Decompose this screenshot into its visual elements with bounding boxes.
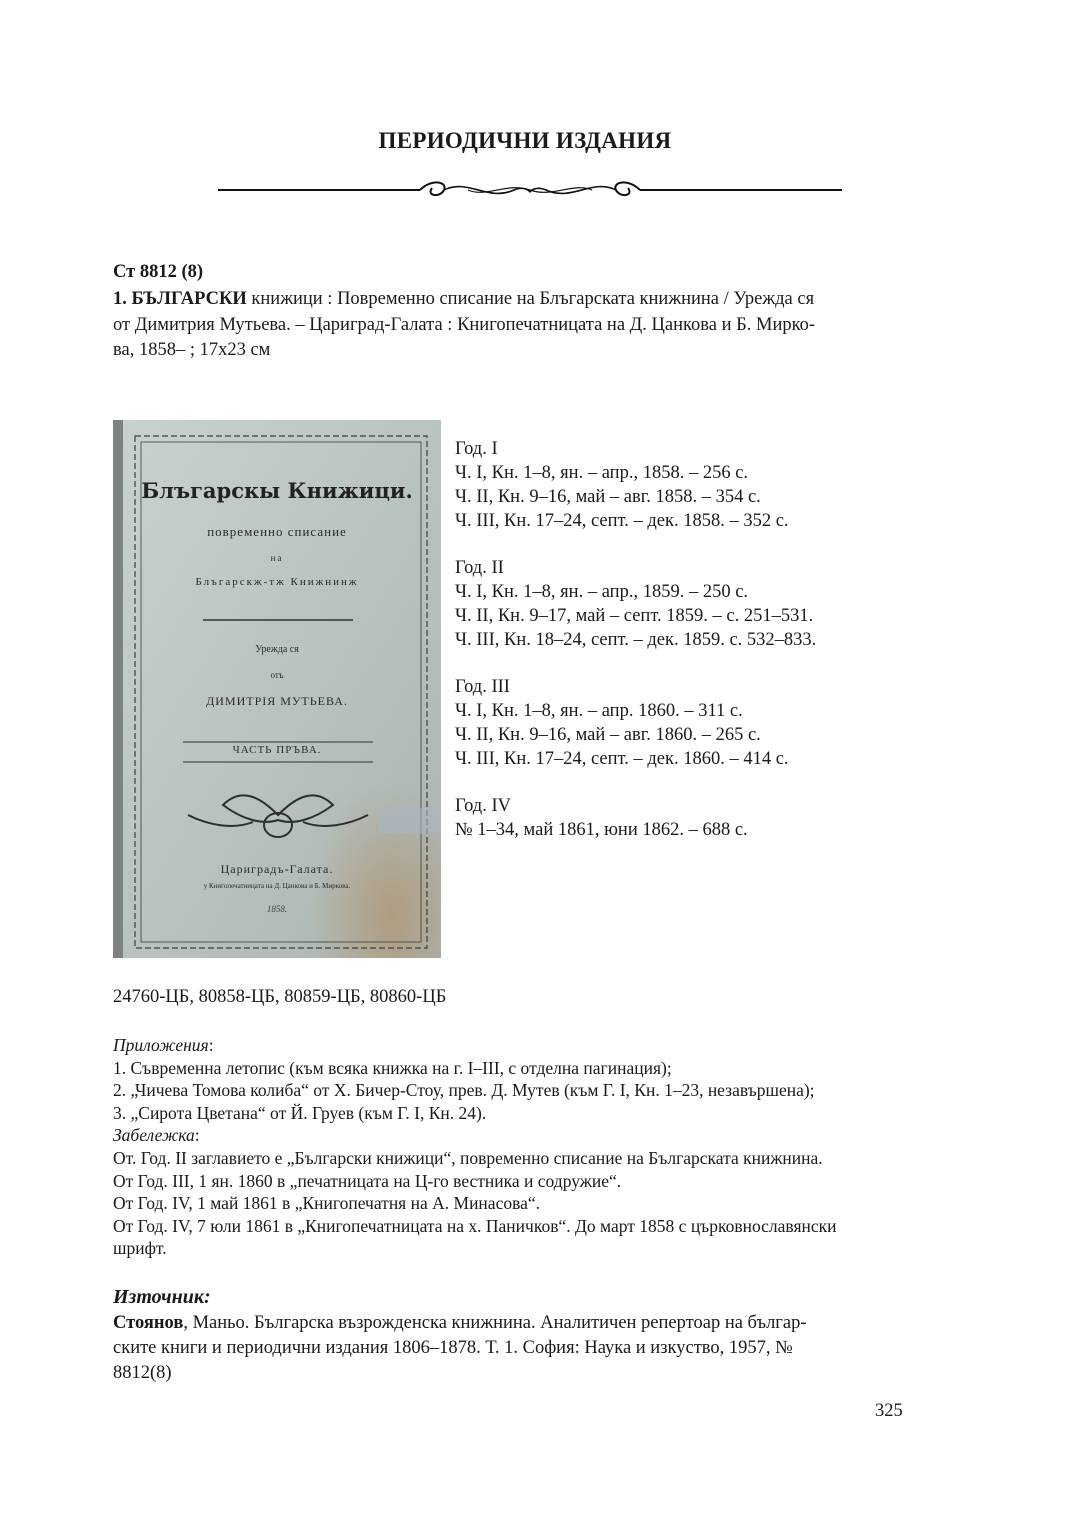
source-author: Стоянов: [113, 1313, 184, 1333]
page-title: ПЕРИОДИЧНИ ИЗДАНИЯ: [378, 128, 672, 153]
volume-line: Ч. I, Кн. 1–8, ян. – апр., 1858. – 256 с.: [455, 463, 749, 483]
photo-from: отъ: [270, 670, 284, 680]
volume-title: Год. II: [455, 558, 504, 578]
source-line-1: , Маньо. Българска възрожденска книжнина. Аналитичен репертоар на българ-: [183, 1313, 807, 1333]
volume-line: Ч. III, Кн. 17–24, септ. – дек. 1860. – 414 с.: [455, 749, 789, 769]
source-line-2: ските книги и периодични издания 1806–1878. Т. 1. София: Наука и изкуство, 1957, №: [113, 1338, 793, 1358]
note-item: От Год. IV, 1 май 1861 в „Книгопечатня на А. Минасова“.: [113, 1193, 541, 1214]
photo-city: Цариградъ-Галата.: [220, 862, 334, 876]
volume-line: Ч. III, Кн. 17–24, септ. – дек. 1858. – 352 с.: [455, 511, 789, 531]
volume-title: Год. IV: [455, 796, 511, 816]
photo-edited: Урежда ся: [255, 644, 299, 655]
volume-group: [455, 556, 816, 652]
volume-title: Год. I: [455, 439, 498, 459]
photo-editor: ДИМИТРІЯ МУТЬЕВА.: [206, 694, 348, 708]
appendix-item: 2. „Чичева Томова колиба“ от Х. Бичер-Стоу, прев. Д. Мутев (към Г. I, Кн. 1–23, незавършена);: [113, 1080, 815, 1101]
volume-line: Ч. I, Кн. 1–8, ян. – апр. 1860. – 311 с.: [455, 701, 743, 721]
entry-line-3: ва, 1858– ; 17x23 см: [113, 340, 271, 360]
appendix-label: Приложения: [113, 1035, 209, 1055]
entry-line-1: книжици : Повременно списание на Блъгарската книжнина / Урежда ся: [246, 289, 815, 309]
catalog-code: Ст 8812 (8): [113, 262, 204, 282]
volumes-list: [455, 437, 816, 865]
ornament-divider: [218, 176, 842, 204]
photo-publisher: Блъгарскж-тж Книжнинж: [195, 576, 359, 588]
volume-group: [455, 794, 816, 842]
inventory-numbers: 24760-ЦБ, 80858-ЦБ, 80859-ЦБ, 80860-ЦБ: [113, 987, 447, 1007]
entry-description: [113, 287, 939, 364]
volume-group: [455, 437, 816, 533]
photo-press: у Книгопечатницата на Д. Цанкова и Б. Миркова.: [203, 882, 351, 890]
note-item: От Год. IV, 7 юли 1861 в „Книгопечатницата на х. Паничков“. До март 1858 с църковнославянски: [113, 1215, 837, 1236]
volume-group: [455, 675, 816, 771]
volume-line: Ч. I, Кн. 1–8, ян. – апр., 1859. – 250 с.: [455, 582, 749, 602]
volume-line: Ч. II, Кн. 9–17, май – септ. 1859. – с. 251–531.: [455, 606, 814, 626]
volume-line: Ч. III, Кн. 18–24, септ. – дек. 1859. с. 532–833.: [455, 630, 817, 650]
photo-part: ЧАСТЬ ПРЪВА.: [232, 744, 322, 756]
source-citation: [113, 1311, 939, 1386]
note-item: От Год. III, 1 ян. 1860 в „печатницата на Ц-го вестника и содружие“.: [113, 1170, 622, 1191]
appendix-item: 1. Съвременна летопис (към всяка книжка на г. I–III, с отделна пагинация);: [113, 1057, 672, 1078]
source-heading: Източник:: [113, 1286, 211, 1308]
source-line-3: 8812(8): [113, 1363, 172, 1383]
entry-line-2: от Димитрия Мутьева. – Цариград-Галата : Книгопечатницата на Д. Цанкова и Б. Мирко-: [113, 314, 816, 335]
volume-line: № 1–34, май 1861, юни 1862. – 688 с.: [455, 820, 748, 840]
entry-title-bold: 1. БЪЛГАРСКИ: [113, 289, 247, 309]
photo-year: 1858.: [266, 904, 288, 914]
volume-line: Ч. II, Кн. 9–16, май – авг. 1860. – 265 с.: [455, 725, 761, 745]
photo-subtitle: повременно списание: [207, 524, 347, 539]
note-item: От. Год. II заглавието е „Български книжици“, повременно списание на Българската книжнина.: [113, 1147, 823, 1168]
volume-line: Ч. II, Кн. 9–16, май – авг. 1858. – 354 с.: [455, 487, 761, 507]
photo-na: на: [270, 553, 284, 563]
note-label: Забележка: [113, 1125, 195, 1146]
title-page-photo: [113, 420, 441, 958]
appendix-item: 3. „Сирота Цветана“ от Й. Груев (към Г. I, Кн. 24).: [113, 1102, 487, 1123]
note-item: шрифт.: [113, 1238, 167, 1259]
notes-section: Приложения: 1. Съвременна летопис (към всяка книжка на г. I–III, с отделна пагинация); 2. „Чичева Томова колиба“ от Х. Бичер-Стоу, прев. Д. Мутев (към Г. I, Кн. 1–23, незавършена); 3. „Сирота Цветана“ от Й. Груев (към Г. I, Кн. 24). Забележка: От. Год. II заглавието е „Български книжици“, повременно списание на Българската книжнина. От Год. III, 1 ян. 1860 в „печатницата на Ц-го вестника и содружие“. От Год. IV, 1 май 1861 в „Книгопечатня на А. Минасова“. От Год. IV, 7 юли 1861 в „Книгопечатницата на х. Паничков“. До март 1858 с църковнославянски шрифт.: [113, 1034, 943, 1260]
volume-title: Год. III: [455, 677, 510, 697]
page-number: 325: [875, 1401, 903, 1421]
photo-title: Блъгарскы Книжици.: [141, 478, 413, 503]
